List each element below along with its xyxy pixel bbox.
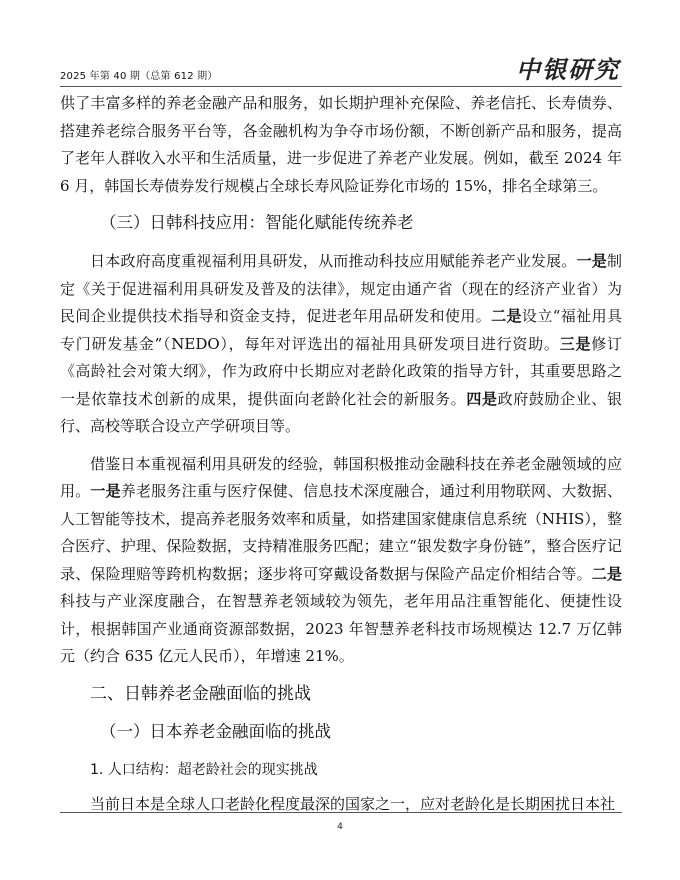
paragraph-japan-tech — [60, 248, 622, 441]
page-number: 4 — [337, 822, 343, 832]
text-segment: 养老服务注重与医疗保健、信息技术深度融合，通过利用物联网、大数据、人工智能等技术，提高养老服务效率和质量，如搭建国家健康信息系统（NHIS），整合医疗、护理、保险数据，支持精准服务匹配；建立“银发数字身份链”，整合医疗记录、保险理赔等跨机构数据；逐步将可穿戴设备数据与保险产品定价相结合等。 — [60, 482, 622, 583]
paragraph-japan-aging: 当前日本是全球人口老龄化程度最深的国家之一，应对老龄化是长期困扰日本社 — [90, 794, 616, 813]
issue-label: 2025 年第 40 期（总第 612 期） — [60, 71, 218, 82]
text-segment: 借鉴日本重视福利用具研发的经验，韩国积极推动金融科技在养老金融领域的应用。 — [60, 454, 622, 500]
lead-marker: 一是 — [90, 482, 121, 500]
section-heading-challenges: 二、日韩养老金融面临的挑战 — [90, 683, 311, 704]
subsection-heading-population: 1. 人口结构：超老龄社会的现实挑战 — [90, 761, 318, 778]
lead-marker: 四是 — [466, 389, 498, 408]
section-heading-tech: （三）日韩科技应用：智能化赋能传统养老 — [100, 213, 414, 232]
footer-rule — [60, 812, 622, 813]
text-segment: 设立“福祉用具专门研发基金”（NEDO），每年对评选出的福祉用具研发项目进行资助。 — [60, 307, 622, 353]
header-rule — [60, 86, 622, 87]
paragraph-korea-products: 供了丰富多样的养老金融产品和服务，如长期护理补充保险、养老信托、长寿债券、搭建养老综合服务平台等，各金融机构为争夺市场份额，不断创新产品和服务，提高了老年人群收入水平和生活质量，进一步促进了养老产业发展。例如，截至 2024 年 6 月，韩国长寿债券发行规模占全球长寿风险证券化市场的 15%，排名全球第三。 — [60, 94, 622, 195]
lead-marker: 一是 — [576, 252, 607, 270]
text-segment: 制定《关于促进福利用具研发及普及的法律》，规定由通产省（现在的经济产业省）为民间企业提供技术指导和资金支持，促进老年用品研发和使用。 — [60, 252, 622, 325]
lead-marker: 三是 — [559, 334, 592, 353]
lead-marker: 二是 — [491, 307, 522, 325]
article-body — [60, 90, 622, 828]
section-heading-japan-challenges: （一）日本养老金融面临的挑战 — [100, 721, 331, 741]
brand-logo: 中银研究 — [516, 55, 620, 84]
lead-marker: 二是 — [591, 564, 622, 583]
text-segment: 科技与产业深度融合，在智慧养老领域较为领先，老年用品注重智能化、便捷性设计，根据韩国产业通商资源部数据，2023 年智慧养老科技市场规模达 12.7 万亿韩元（约合 635 亿元人民币），年增速 21%。 — [60, 592, 622, 665]
page-header — [60, 48, 622, 84]
paragraph-korea-tech — [60, 451, 622, 671]
text-segment: 政府鼓励企业、银行、高校等联合设立产学研项目等。 — [60, 389, 622, 435]
text-segment: 修订《高龄社会对策大纲》，作为政府中长期应对老龄化政策的指导方针，其重要思路之一是依靠技术创新的成果，提供面向老龄化社会的新服务。 — [60, 334, 622, 408]
text-segment: 日本政府高度重视福利用具研发，从而推动科技应用赋能养老产业发展。 — [90, 252, 577, 270]
